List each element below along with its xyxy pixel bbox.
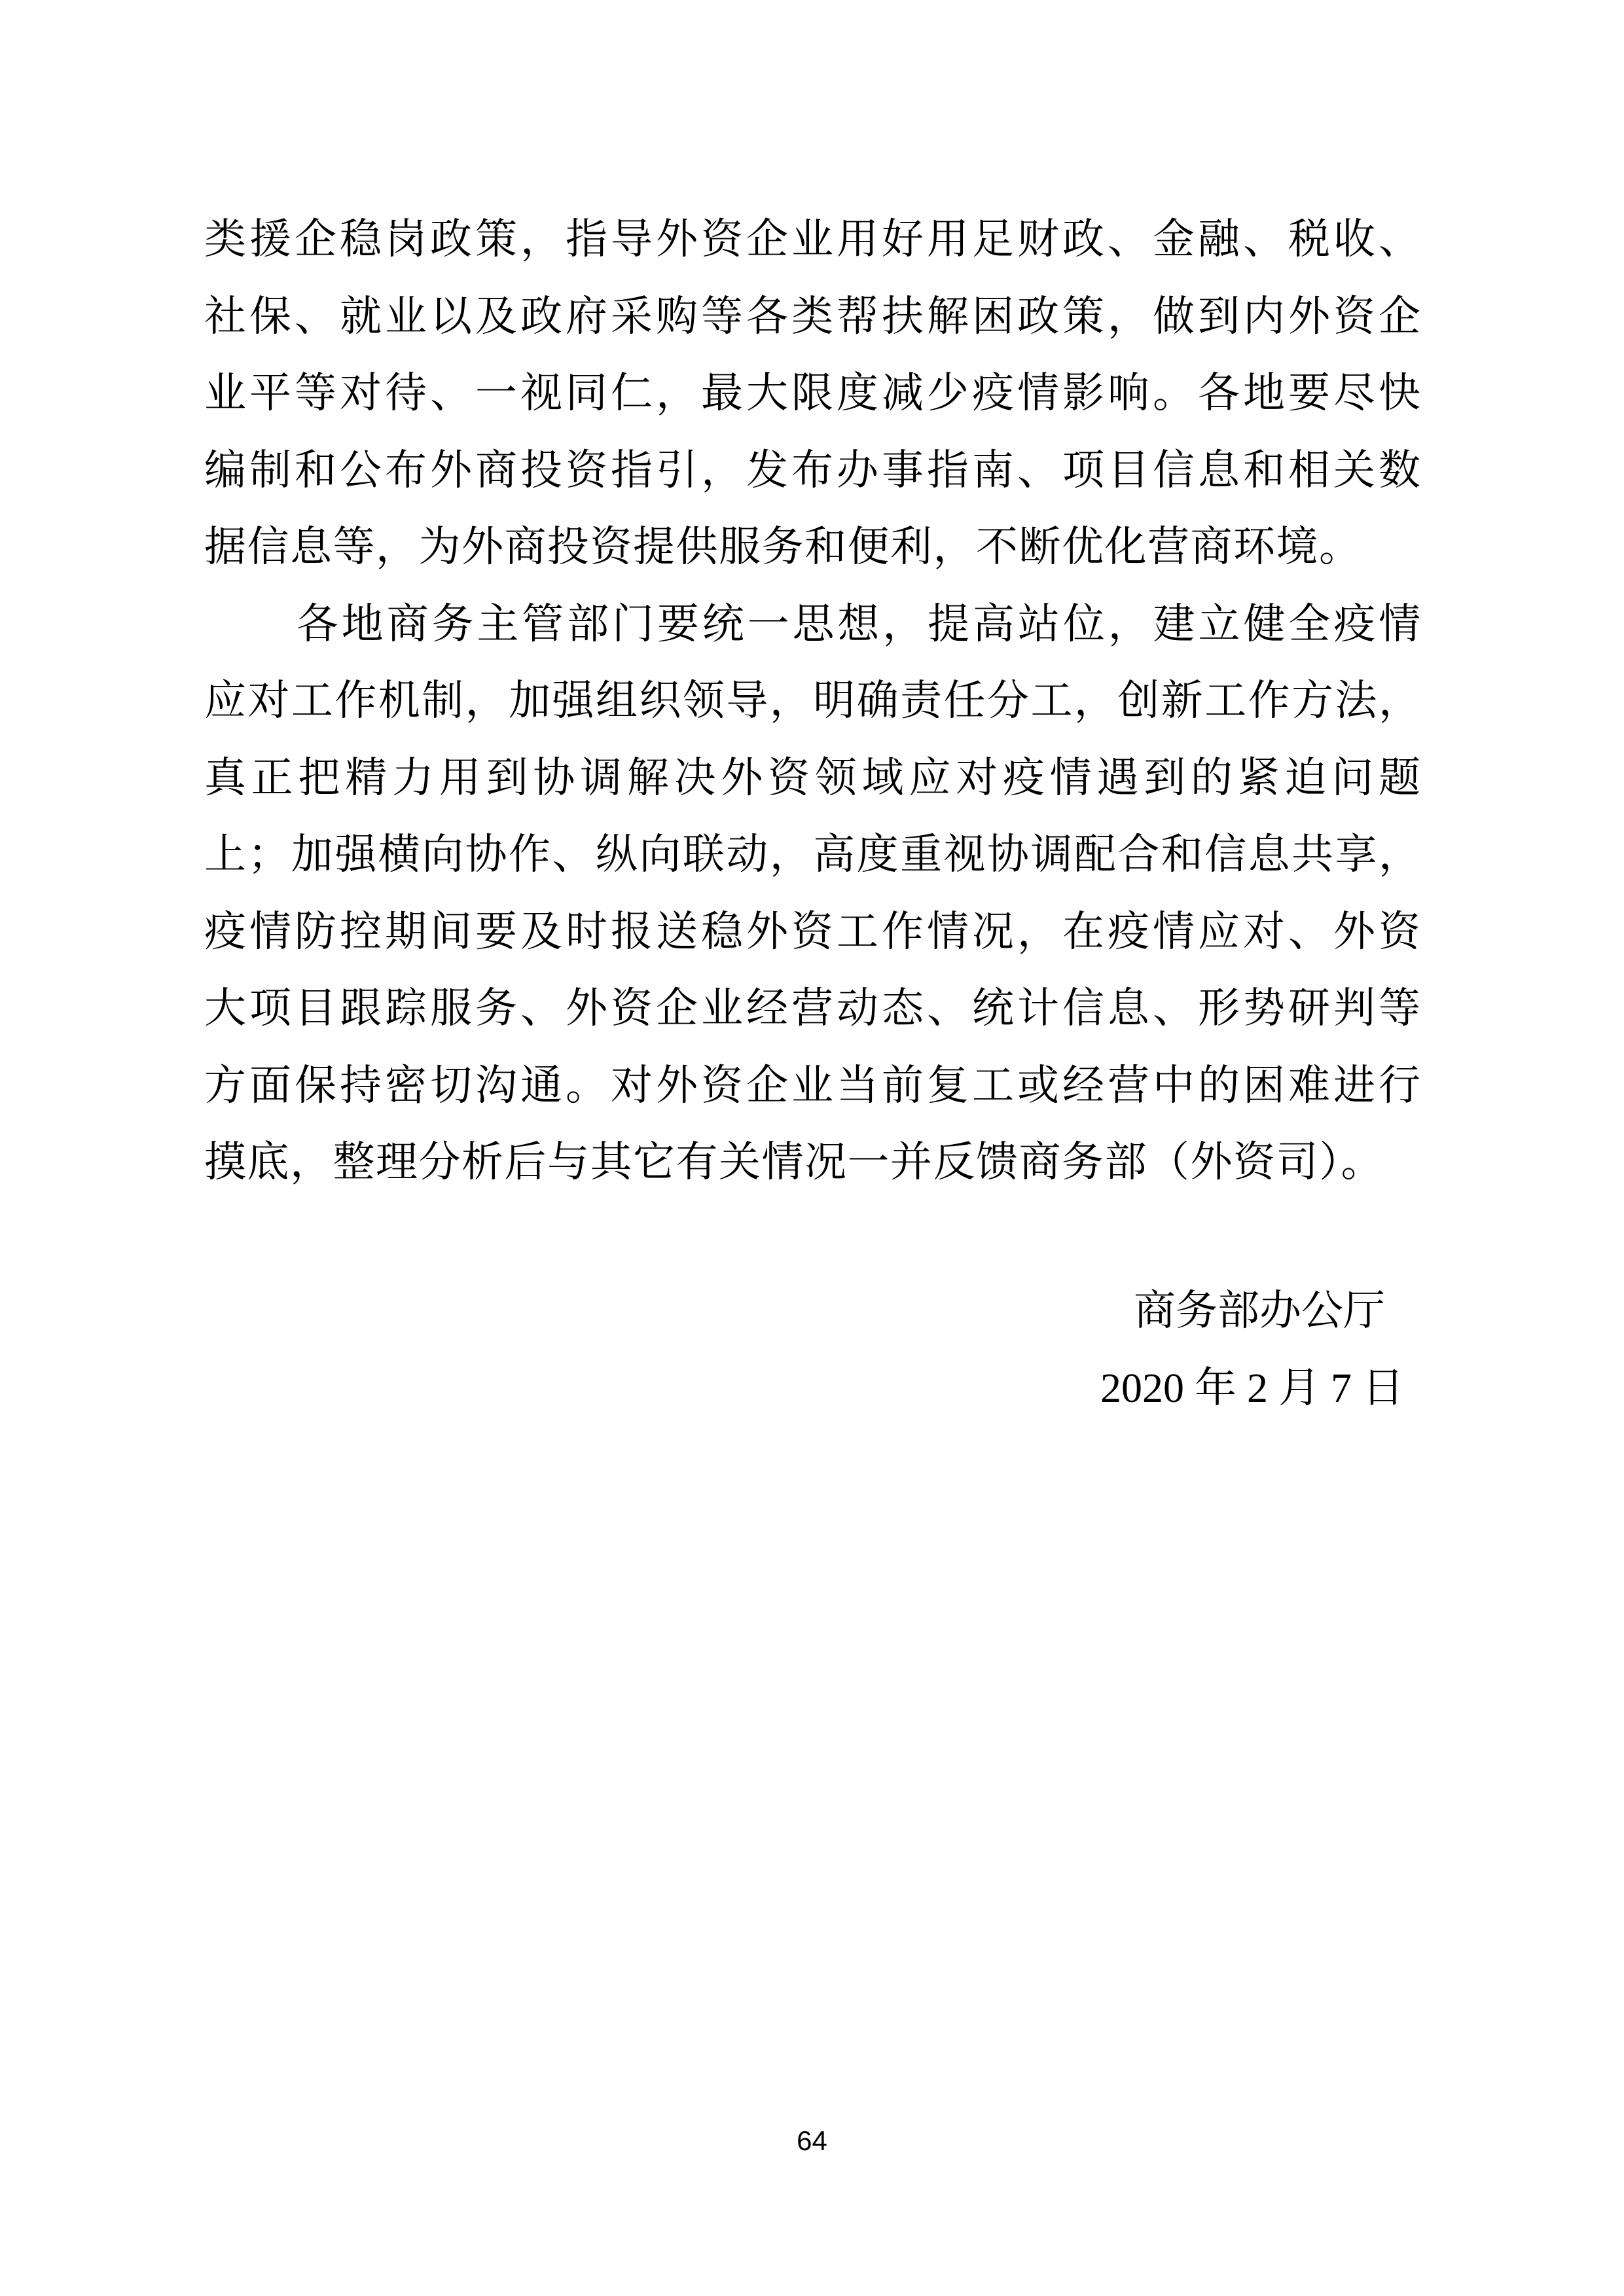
body-line: 应对工作机制，加强组织领导，明确责任分工，创新工作方法，	[204, 677, 1420, 724]
closing-block	[204, 1272, 1420, 1426]
body-line: 方面保持密切沟通。对外资企业当前复工或经营中的困难进行	[204, 1062, 1420, 1109]
body-line: 各地商务主管部门要统一思想，提高站位，建立健全疫情	[296, 600, 1420, 647]
body-line: 编制和公布外商投资指引，发布办事指南、项目信息和相关数	[204, 446, 1420, 493]
body-line: 据信息等，为外商投资提供服务和便利，不断优化营商环境。	[204, 524, 1362, 570]
body-line: 业平等对待、一视同仁，最大限度减少疫情影响。各地要尽快	[204, 370, 1420, 416]
page-number: 64	[797, 2125, 827, 2156]
body-line: 真正把精力用到协调解决外资领域应对疫情遇到的紧迫问题	[204, 754, 1420, 801]
paragraph-2	[204, 586, 1420, 1201]
body-line: 疫情防控期间要及时报送稳外资工作情况，在疫情应对、外资	[204, 908, 1420, 955]
body-line: 大项目跟踪服务、外资企业经营动态、统计信息、形势研判等	[204, 985, 1420, 1031]
body-line: 社保、就业以及政府采购等各类帮扶解困政策，做到内外资企	[204, 293, 1420, 340]
body-line: 摸底，整理分析后与其它有关情况一并反馈商务部（外资司）。	[204, 1139, 1384, 1185]
signature: 商务部办公厅	[1134, 1287, 1385, 1334]
paragraph-1	[204, 201, 1420, 586]
document-body	[204, 201, 1420, 1201]
date: 2020 年 2 月 7 日	[1100, 1364, 1404, 1411]
body-line: 上；加强横向协作、纵向联动，高度重视协调配合和信息共享，	[204, 831, 1420, 878]
body-line: 类援企稳岗政策，指导外资企业用好用足财政、金融、税收、	[204, 216, 1420, 262]
